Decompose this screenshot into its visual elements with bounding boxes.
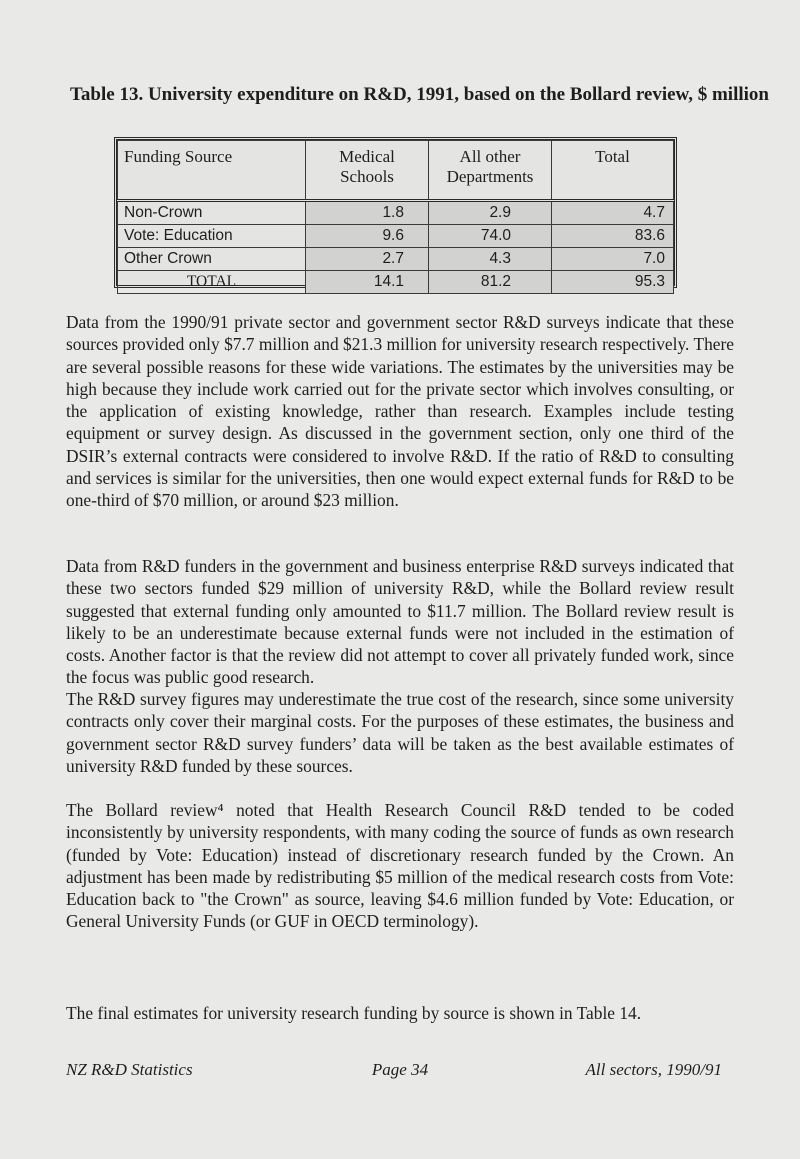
table-total-row xyxy=(118,271,674,294)
row-label: Non-Crown xyxy=(118,201,306,225)
table-row xyxy=(118,201,674,225)
table-cell: 7.0 xyxy=(552,248,674,271)
expenditure-table xyxy=(114,137,677,288)
table-cell: 1.8 xyxy=(306,201,429,225)
paragraph: Data from the 1990/91 private sector and government sector R&D surveys indicate that these sources provided only $7.7 million and $21.3 million for university research respectively. There are several possible reasons for these wide variations. The estimates by the universities may be high because they include work carried out for the private sector which involves consulting, or the application of existing knowledge, rather than research. Examples include testing equipment or survey design. As discussed in the government section, only one third of the DSIR’s external contracts were considered to involve R&D. If the ratio of R&D to consulting and services is similar for the universities, then one would expect external funds for R&D to be one-third of $70 million, or around $23 million. xyxy=(66,312,734,511)
paragraph: Data from R&D funders in the government and business enterprise R&D surveys indicated that these two sectors funded $29 million of university R&D, while the Bollard review result suggested that external funding only amounted to $11.7 million. The Bollard review result is likely to be an underestimate because external funds were not included in the estimation of costs. Another factor is that the review did not attempt to cover all privately funded work, since the focus was public good research. xyxy=(66,556,734,688)
table-header-row xyxy=(118,141,674,201)
column-header: Medical Schools xyxy=(306,141,429,201)
table-cell: 81.2 xyxy=(429,271,552,294)
footer-publication: NZ R&D Statistics xyxy=(66,1060,193,1079)
page-title: Table 13. University expenditure on R&D, 1991, based on the Bollard review, $ million xyxy=(70,84,769,105)
row-label: Vote: Education xyxy=(118,225,306,248)
table-cell: 2.9 xyxy=(429,201,552,225)
table-cell: 74.0 xyxy=(429,225,552,248)
table-cell: 9.6 xyxy=(306,225,429,248)
table-cell: 83.6 xyxy=(552,225,674,248)
table-cell: 95.3 xyxy=(552,271,674,294)
table-cell: 4.7 xyxy=(552,201,674,225)
table-cell: 4.3 xyxy=(429,248,552,271)
table-row xyxy=(118,225,674,248)
table-cell: 2.7 xyxy=(306,248,429,271)
column-header: Total xyxy=(552,141,674,201)
paragraph: The final estimates for university research funding by source is shown in Table 14. xyxy=(66,1003,642,1023)
footer-section: All sectors, 1990/91 xyxy=(585,1060,722,1079)
page-number: Page 34 xyxy=(371,1060,429,1079)
table-cell: 14.1 xyxy=(306,271,429,294)
paragraph: The Bollard review⁴ noted that Health Research Council R&D tended to be coded inconsistently by university respondents, with many coding the source of funds as own research (funded by Vote: Education) instead of discretionary research funded by the Crown. An adjustment has been made by redistributing $5 million of the medical research costs from Vote: Education back to "the Crown" as source, leaving $4.6 million funded by Vote: Education, or General University Funds (or GUF in OECD terminology). xyxy=(66,800,734,932)
row-label: Other Crown xyxy=(118,248,306,271)
paragraph: The R&D survey figures may underestimate the true cost of the research, since some university contracts only cover their marginal costs. For the purposes of these estimates, the business and government sector R&D survey funders’ data will be taken as the best available estimates of university R&D funded by these sources. xyxy=(66,689,734,776)
column-header: All other Departments xyxy=(429,141,552,201)
row-label: TOTAL xyxy=(118,271,306,294)
column-header: Funding Source xyxy=(118,141,306,201)
table-row xyxy=(118,248,674,271)
